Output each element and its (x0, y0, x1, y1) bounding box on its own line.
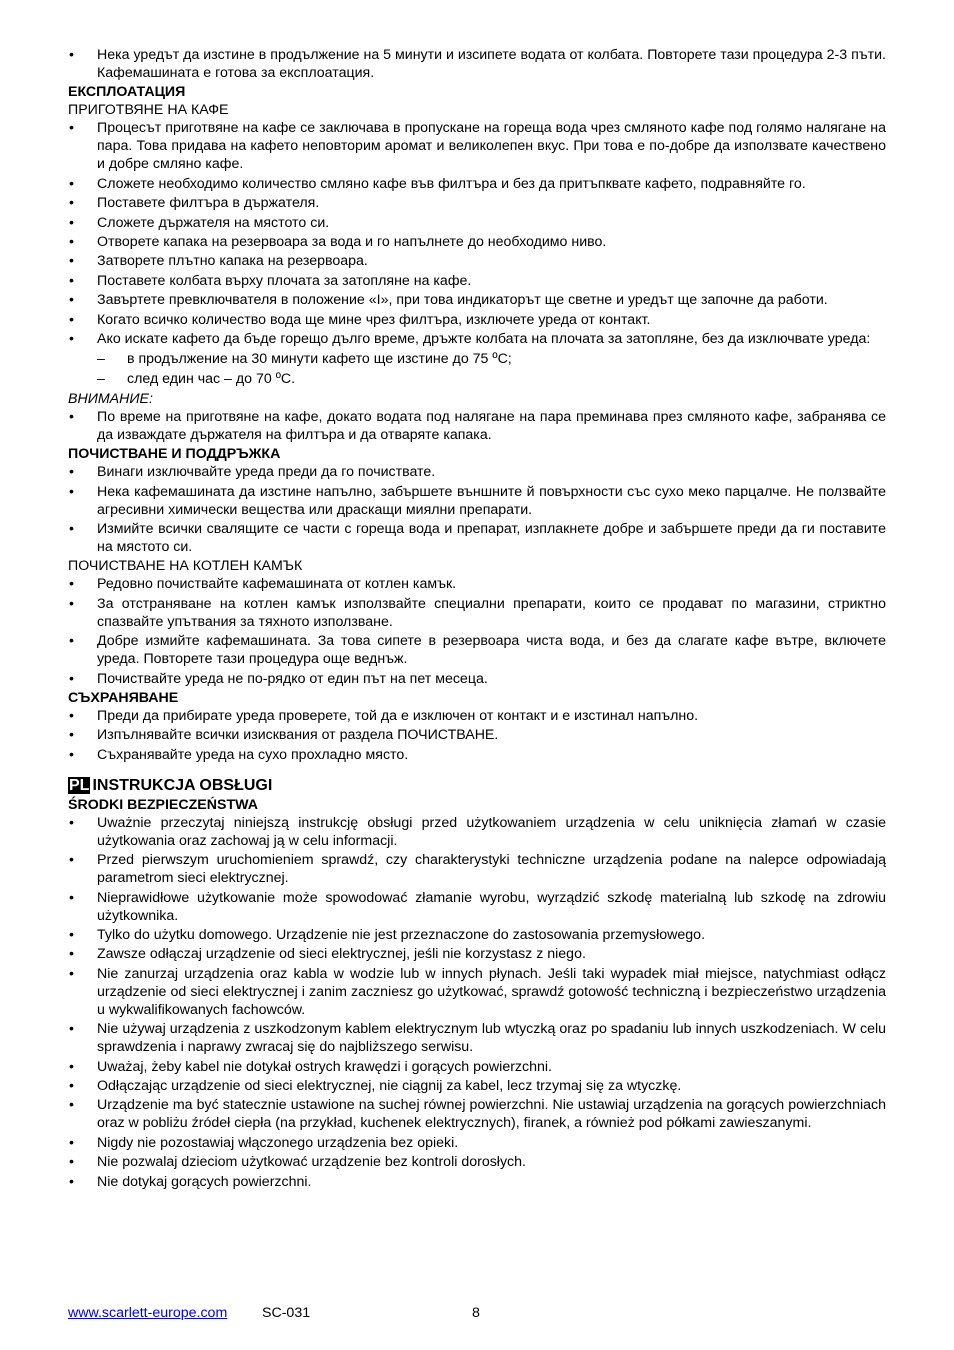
bg-storage-list (68, 707, 886, 764)
list-item: • Tylko do użytku domowego. Urządzenie nie jest przeznaczone do zastosowania przemysłowego. (68, 926, 886, 944)
list-item: • Съхранявайте уреда на сухо прохладно място. (68, 746, 886, 764)
list-item: • За отстраняване на котлен камък използвайте специални препарати, които се продават по магазини, стриктно спазвайте упътвания за тяхното използване. (68, 595, 886, 631)
bg-hot-sublist (68, 350, 886, 388)
list-item: • Nie używaj urządzenia z uszkodzonym kablem elektrycznym lub wtyczką oraz po spadaniu lub innych uszkodzeniach. W celu sprawdzenia i naprawy zwracaj się do najbliższego serwisu. (68, 1020, 886, 1056)
list-item: • Nie pozwalaj dzieciom użytkować urządzenie bez kontroli dorosłych. (68, 1153, 886, 1171)
list-item: • Поставете филтъра в държателя. (68, 194, 886, 212)
bg-coffee-heading: ПРИГОТВЯНЕ НА КАФЕ (68, 102, 229, 119)
list-item: • Почиствайте уреда не по-рядко от един път на пет месеца. (68, 670, 886, 688)
bg-cleaning-list (68, 463, 886, 556)
list-item: • Процесът приготвяне на кафе се заключава в пропускане на гореща вода чрез смляното кафе под голямо налягане на пара. Това придава на кафето неповторим аромат и великолепен вкус. При това е по-добре да използвате качествено и добре смляно кафе. (68, 119, 886, 173)
bg-intro-list (68, 46, 886, 82)
list-item: • Nieprawidłowe użytkowanie może spowodować złamanie wyrobu, wyrządzić szkodę materialną lub szkodę na zdrowiu użytkownika. (68, 889, 886, 925)
bg-storage-heading: СЪХРАНЯВАНЕ (68, 690, 179, 707)
page-footer (68, 1304, 886, 1322)
list-item: • Измийте всички свалящите се части с гореща вода и препарат, изплакнете добре и забършете преди да ги поставите на мястото си. (68, 520, 886, 556)
bg-exploitation-heading: ЕКСПЛОАТАЦИЯ (68, 84, 186, 101)
bg-descaling-list (68, 575, 886, 687)
list-item: • Nigdy nie pozostawiaj włączonego urządzenia bez opieki. (68, 1134, 886, 1152)
list-item: • Отворете капака на резервоара за вода и го напълнете до необходимо ниво. (68, 233, 886, 251)
document-page (68, 46, 886, 1192)
bg-descaling-heading: ПОЧИСТВАНЕ НА КОТЛЕН КАМЪК (68, 558, 303, 575)
list-item: • Сложете необходимо количество смляно кафе във филтъра и без да притъпквате кафето, подравняйте го. (68, 175, 886, 193)
pl-title: INSTRUKCJA OBSŁUGI (92, 776, 273, 794)
list-item: • Редовно почиствайте кафемашината от котлен камък. (68, 575, 886, 593)
list-item: • Изпълнявайте всички изисквания от раздела ПОЧИСТВАНЕ. (68, 726, 886, 744)
pl-safety-list (68, 814, 886, 1191)
page-number: 8 (472, 1305, 480, 1321)
list-item: • Добре измийте кафемашината. За това сипете в резервоара чиста вода, и без да слагате кафе вътре, включете уреда. Повторете тази процедура още веднъж. (68, 632, 886, 668)
bg-attention-list (68, 408, 886, 444)
bg-cleaning-heading: ПОЧИСТВАНЕ И ПОДДРЪЖКА (68, 446, 281, 463)
website-link[interactable]: www.scarlett-europe.com (68, 1305, 228, 1321)
language-badge: PL (69, 776, 90, 794)
list-item: • Винаги изключвайте уреда преди да го почиствате. (68, 463, 886, 481)
list-item: • По време на приготвяне на кафе, докато водата под налягане на пара преминава през смляното кафе, забранява се да изваждате държателя на филтъра и да отваряте капака. (68, 408, 886, 444)
list-item: – след един час – до 70 ºС. (68, 370, 886, 388)
model-number: SC-031 (262, 1305, 311, 1321)
list-item: • Когато всичко количество вода ще мине чрез филтъра, изключете уреда от контакт. (68, 311, 886, 329)
list-item: • Ако искате кафето да бъде горещо дълго време, дръжте колбата на плочата за затопляне, без да изключвате уреда: (68, 330, 886, 348)
list-item: • Поставете колбата върху плочата за затопляне на кафе. (68, 272, 886, 290)
bg-coffee-list (68, 119, 886, 348)
list-item: • Затворете плътно капака на резервоара. (68, 252, 886, 270)
pl-safety-heading: ŚRODKI BEZPIECZEŃSTWA (68, 796, 258, 813)
list-item: • Сложете държателя на мястото си. (68, 214, 886, 232)
list-item: • Завъртете превключвателя в положение «I», при това индикаторът ще светне и уредът ще започне да работи. (68, 291, 886, 309)
list-item: • Нека уредът да изстине в продължение на 5 минути и изсипете водата от колбата. Повторете тази процедура 2-3 пъти. Кафемашината е готова за експлоатация. (68, 46, 886, 82)
bg-attention-heading: ВНИМАНИЕ: (68, 390, 153, 407)
list-item: • Uważaj, żeby kabel nie dotykał ostrych krawędzi i gorących powierzchni. (68, 1058, 886, 1076)
list-item: – в продължение на 30 минути кафето ще изстине до 75 ºС; (68, 350, 886, 368)
list-item: • Nie zanurzaj urządzenia oraz kabla w wodzie lub w innych płynach. Jeśli taki wypadek miał miejsce, natychmiast odłącz urządzenie od sieci elektrycznej i zanim zaczniesz go użytkować, sprawdź gotowość techniczną i bezpieczeństwo urządzenia u wykwalifikowanych fachowców. (68, 965, 886, 1019)
pl-section-heading (68, 776, 886, 796)
list-item: • Przed pierwszym uruchomieniem sprawdź, czy charakterystyki techniczne urządzenia podane na nalepce odpowiadają parametrom sieci elektrycznej. (68, 851, 886, 887)
list-item: • Urządzenie ma być statecznie ustawione na suchej równej powierzchni. Nie ustawiaj urządzenia na gorących powierzchniach oraz w pobliżu źródeł ciepła (na przykład, kuchenek elektrycznych), firanek, a również pod półkami zawieszanymi. (68, 1096, 886, 1132)
list-item: • Zawsze odłączaj urządzenie od sieci elektrycznej, jeśli nie korzystasz z niego. (68, 945, 886, 963)
list-item: • Преди да прибирате уреда проверете, той да е изключен от контакт и е изстинал напълно. (68, 707, 886, 725)
list-item: • Nie dotykaj gorących powierzchni. (68, 1173, 886, 1191)
list-item: • Нека кафемашината да изстине напълно, забършете външните й повърхности със сухо меко парцалче. Не ползвайте агресивни химически вещества или драскащи миялни препарати. (68, 483, 886, 519)
list-item: • Uważnie przeczytaj niniejszą instrukcję obsługi przed użytkowaniem urządzenia w celu uniknięcia złamań w czasie użytkowania oraz zachowaj ją w celu informacji. (68, 814, 886, 850)
list-item: • Odłączając urządzenie od sieci elektrycznej, nie ciągnij za kabel, lecz trzymaj się za wtyczkę. (68, 1077, 886, 1095)
